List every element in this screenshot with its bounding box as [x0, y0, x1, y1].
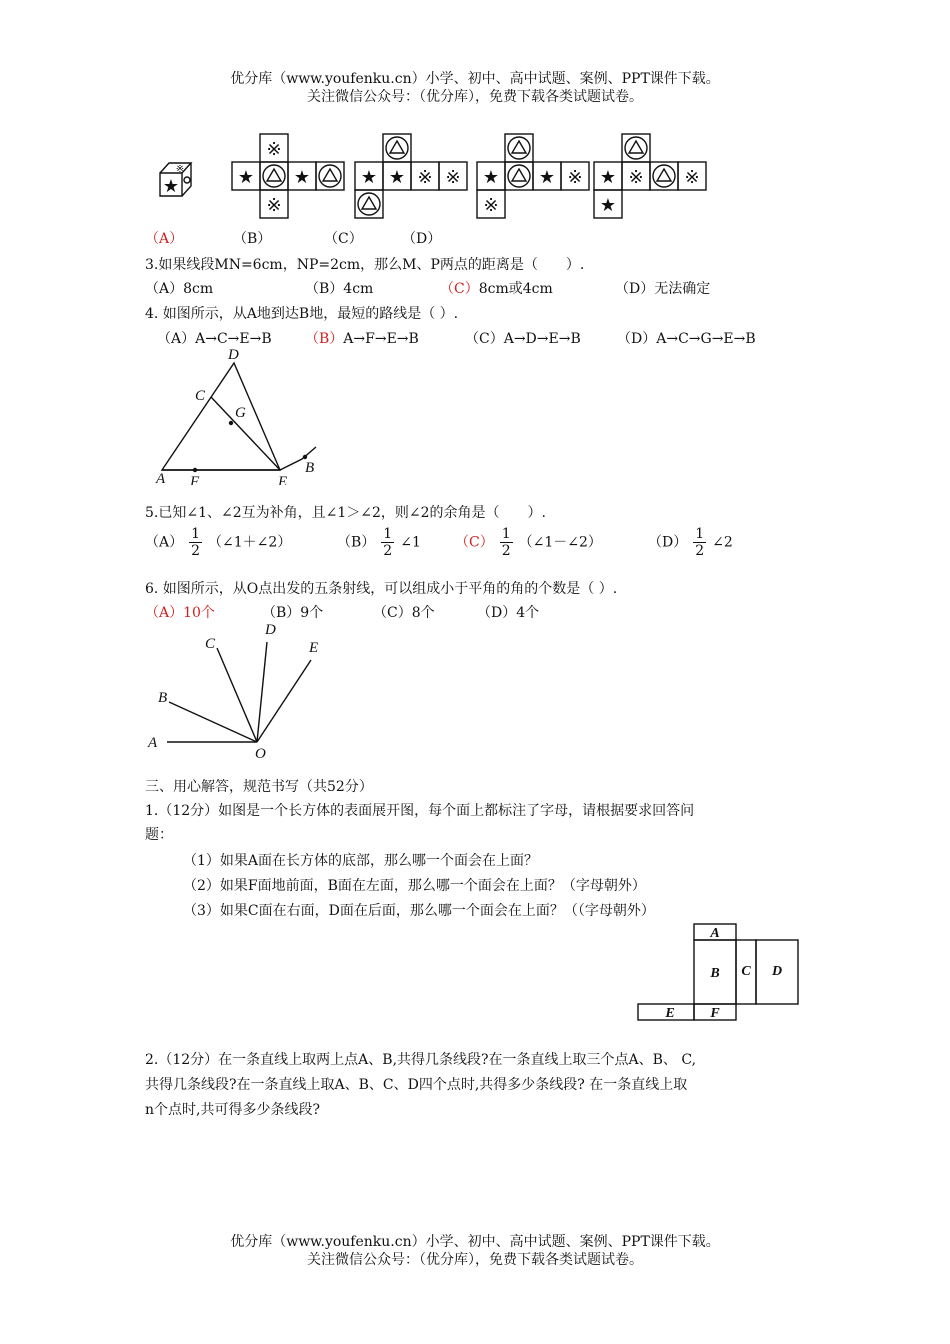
- q3-option-a: （A）8cm: [145, 281, 214, 297]
- footer-line-2: 关注微信公众号：（优分库），免费下载各类试题试卷。: [307, 1252, 643, 1268]
- svg-text:★: ★: [599, 195, 617, 215]
- q3-option-c: [440, 278, 553, 298]
- q2-option-b: （B）: [233, 231, 272, 247]
- svg-text:※: ※: [483, 195, 499, 215]
- problem2-line2: 共得几条线段?在一条直线上取A、B、C、D四个点时,共得多少条线段? 在一条直线上取: [145, 1077, 688, 1093]
- q3-option-b: （B）4cm: [305, 281, 374, 297]
- net-b: [355, 134, 467, 218]
- q4-stem: 4. 如图所示，从A地到达B地，最短的路线是（ ）.: [145, 306, 459, 322]
- q4-option-a: （A）A→C→E→B: [157, 331, 272, 347]
- cube-nets-figure: [150, 128, 720, 220]
- svg-text:★: ★: [538, 167, 556, 187]
- route-figure: [150, 345, 330, 485]
- point-a-label: A: [156, 471, 166, 485]
- problem1-line2: 题：: [145, 827, 173, 843]
- q4-option-c: （C）A→D→E→B: [465, 331, 581, 347]
- net-face-e: E: [665, 1006, 675, 1021]
- q4-option-b-label: （B）: [305, 331, 344, 347]
- point-d-label: D: [228, 347, 239, 363]
- svg-text:★: ★: [237, 167, 255, 187]
- svg-text:※: ※: [266, 139, 282, 159]
- svg-text:※: ※: [567, 167, 583, 187]
- net-d: [594, 134, 706, 218]
- header-line-2: 关注微信公众号：（优分库），免费下载各类试题试卷。: [307, 89, 643, 105]
- q6-option-b: （B）9个: [262, 605, 324, 621]
- svg-text:★: ★: [482, 167, 500, 187]
- q2-option-c: （C）: [324, 231, 363, 247]
- net-face-c: C: [741, 964, 751, 979]
- svg-text:★: ★: [360, 167, 378, 187]
- point-f-label: F: [190, 474, 200, 485]
- header-line-1: 优分库（www.youfenku.cn）小学、初中、高中试题、案例、PPT课件下载。: [230, 71, 720, 87]
- rays-figure: [145, 618, 345, 763]
- ray-o-label: O: [255, 746, 266, 762]
- q6-option-d: （D）4个: [477, 605, 540, 621]
- net-a: [232, 134, 344, 218]
- svg-text:※: ※: [266, 195, 282, 215]
- q3-option-c-text: 8cm或4cm: [478, 281, 553, 297]
- ray-c-label: C: [205, 636, 216, 652]
- cube-front-star: ★: [162, 176, 180, 196]
- q5-stem: 5.已知∠1、∠2互为补角，且∠1＞∠2，则∠2的余角是（ ）.: [145, 505, 546, 521]
- svg-text:※: ※: [445, 167, 461, 187]
- svg-text:★: ★: [599, 167, 617, 187]
- ray-d-label: D: [265, 622, 276, 638]
- problem1-sub1: （1）如果A面在长方体的底部，那么哪一个面会在上面？: [183, 853, 539, 869]
- problem1-sub3: （3）如果C面在右面，D面在后面，那么哪一个面会在上面？（（字母朝外）: [183, 903, 655, 919]
- q4-option-d: （D）A→C→G→E→B: [617, 331, 756, 347]
- cube-top-mark: ※: [175, 164, 185, 175]
- q3-option-d: （D）无法确定: [615, 281, 711, 297]
- q5-option-a: （A） $\frac{1}{2}$ （∠1＋∠2）: [145, 526, 292, 559]
- net-face-d: D: [771, 964, 783, 979]
- problem1-sub2: （2）如果F面地前面，B面在左面，那么哪一个面会在上面？（字母朝外）: [183, 878, 646, 894]
- cube-icon: [160, 163, 191, 196]
- q3-stem: 3.如果线段MN=6cm，NP=2cm，那么M、P两点的距离是（ ）.: [145, 257, 585, 273]
- problem2-line1: 2.（12分）在一条直线上取两上点A、B,共得几条线段?在一条直线上取三个点A、B、 C,: [145, 1052, 697, 1068]
- net-face-f: F: [710, 1006, 720, 1021]
- q2-option-a: （A）: [145, 231, 184, 247]
- ray-b-label: B: [158, 690, 168, 706]
- ray-a-label: A: [148, 735, 158, 751]
- q5-option-d: （D） $\frac{1}{2}$ ∠2: [648, 526, 733, 559]
- footer-line-1: 优分库（www.youfenku.cn）小学、初中、高中试题、案例、PPT课件下载。: [230, 1234, 720, 1250]
- q3-option-c-label: （C）: [440, 281, 479, 297]
- section3-title: 三、用心解答，规范书写（共52分）: [145, 779, 373, 795]
- q6-option-c: （C）8个: [373, 605, 435, 621]
- q5-option-b: （B） $\frac{1}{2}$ ∠1: [337, 526, 421, 559]
- point-b-label: B: [305, 460, 315, 476]
- q6-option-a: （A）10个: [145, 605, 215, 621]
- net-c: [477, 134, 589, 218]
- net-face-b: B: [710, 966, 720, 981]
- ray-e-label: E: [309, 640, 319, 656]
- point-e-label: E: [278, 474, 288, 485]
- point-g-label: G: [235, 405, 246, 421]
- q6-stem: 6. 如图所示，从O点出发的五条射线，可以组成小于平角的角的个数是（ ）.: [145, 581, 618, 597]
- problem1-line1: 1.（12分）如图是一个长方体的表面展开图，每个面上都标注了字母，请根据要求回答问: [145, 803, 695, 819]
- svg-text:※: ※: [417, 167, 433, 187]
- problem2-line3: n个点时,共可得多少条线段?: [145, 1102, 320, 1118]
- box-net-figure: [632, 920, 807, 1022]
- net-face-a: A: [710, 926, 720, 941]
- point-c-label: C: [195, 388, 206, 404]
- q2-option-d: （D）: [402, 231, 442, 247]
- q4-option-b-text: A→F→E→B: [343, 331, 419, 347]
- q5-option-c: （C） $\frac{1}{2}$ （∠1－∠2）: [455, 526, 602, 559]
- svg-text:★: ★: [388, 167, 406, 187]
- svg-text:※: ※: [628, 167, 644, 187]
- svg-text:※: ※: [684, 167, 700, 187]
- svg-text:★: ★: [293, 167, 311, 187]
